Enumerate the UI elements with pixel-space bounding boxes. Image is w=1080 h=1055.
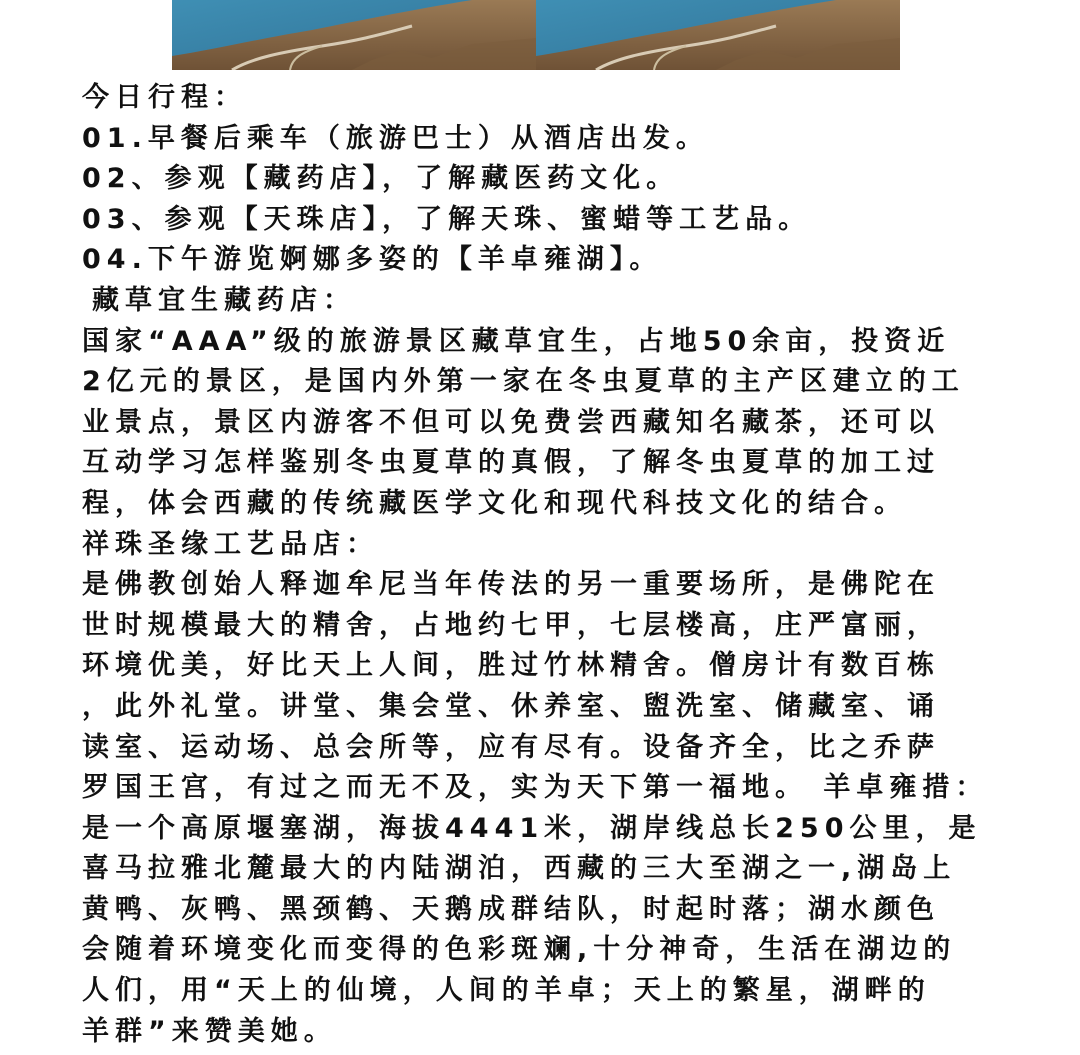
header-photo-strip (172, 0, 900, 70)
paragraph-line: 环境优美，好比天上人间，胜过竹林精舍。僧房计有数百栋 (82, 650, 940, 682)
paragraph-line: 程，体会西藏的传统藏医学文化和现代科技文化的结合。 (82, 487, 907, 519)
lake-photo-left (172, 0, 536, 70)
paragraph-line: 人们，用“天上的仙境，人间的羊卓；天上的繁星，湖畔的 (82, 975, 931, 1007)
itinerary-heading: 今日行程： (82, 82, 247, 113)
paragraph-line: ，此外礼堂。讲堂、集会堂、休养室、盥洗室、储藏室、诵 (82, 690, 940, 722)
paragraph-line: 是佛教创始人释迦牟尼当年传法的另一重要场所，是佛陀在 (82, 569, 940, 601)
paragraph-line: 世时规模最大的精舍，占地约七甲，七层楼高，庄严富丽， (82, 609, 940, 641)
itinerary-text (82, 78, 1042, 1052)
landscape-photo-icon (172, 0, 536, 70)
itinerary-item: 04.下午游览婀娜多姿的【羊卓雍湖】。 (82, 244, 663, 276)
paragraph-line: 国家“AAA”级的旅游景区藏草宜生，占地50余亩，投资近 (82, 325, 951, 357)
section-heading-herb-shop: 藏草宜生藏药店： (92, 284, 356, 316)
paragraph-line: 读室、运动场、总会所等，应有尽有。设备齐全，比之乔萨 (82, 731, 940, 763)
paragraph-line: 会随着环境变化而变得的色彩斑斓,十分神奇，生活在湖边的 (82, 934, 957, 966)
paragraph-line: 是一个高原堰塞湖，海拔4441米，湖岸线总长250公里，是 (82, 812, 982, 844)
section-heading-craft-shop: 祥珠圣缘工艺品店： (82, 528, 379, 560)
paragraph-line: 业景点，景区内游客不但可以免费尝西藏知名藏茶，还可以 (82, 406, 940, 438)
itinerary-item: 01.早餐后乘车（旅游巴士）从酒店出发。 (82, 122, 709, 154)
paragraph-line: 羊群”来赞美她。 (82, 1015, 337, 1047)
itinerary-item: 03、参观【天珠店】，了解天珠、蜜蜡等工艺品。 (82, 203, 812, 235)
paragraph-line: 互动学习怎样鉴别冬虫夏草的真假，了解冬虫夏草的加工过 (82, 447, 940, 479)
lake-photo-right (536, 0, 900, 70)
paragraph-line: 喜马拉雅北麓最大的内陆湖泊，西藏的三大至湖之一,湖岛上 (82, 853, 957, 885)
paragraph-line: 黄鸭、灰鸭、黑颈鹤、天鹅成群结队，时起时落；湖水颜色 (82, 893, 940, 925)
itinerary-item: 02、参观【藏药店】，了解藏医药文化。 (82, 163, 680, 195)
paragraph-line: 2亿元的景区，是国内外第一家在冬虫夏草的主产区建立的工 (82, 366, 965, 398)
paragraph-line: 罗国王宫，有过之而无不及，实为天下第一福地。 羊卓雍措： (82, 772, 989, 804)
landscape-photo-icon (536, 0, 900, 70)
